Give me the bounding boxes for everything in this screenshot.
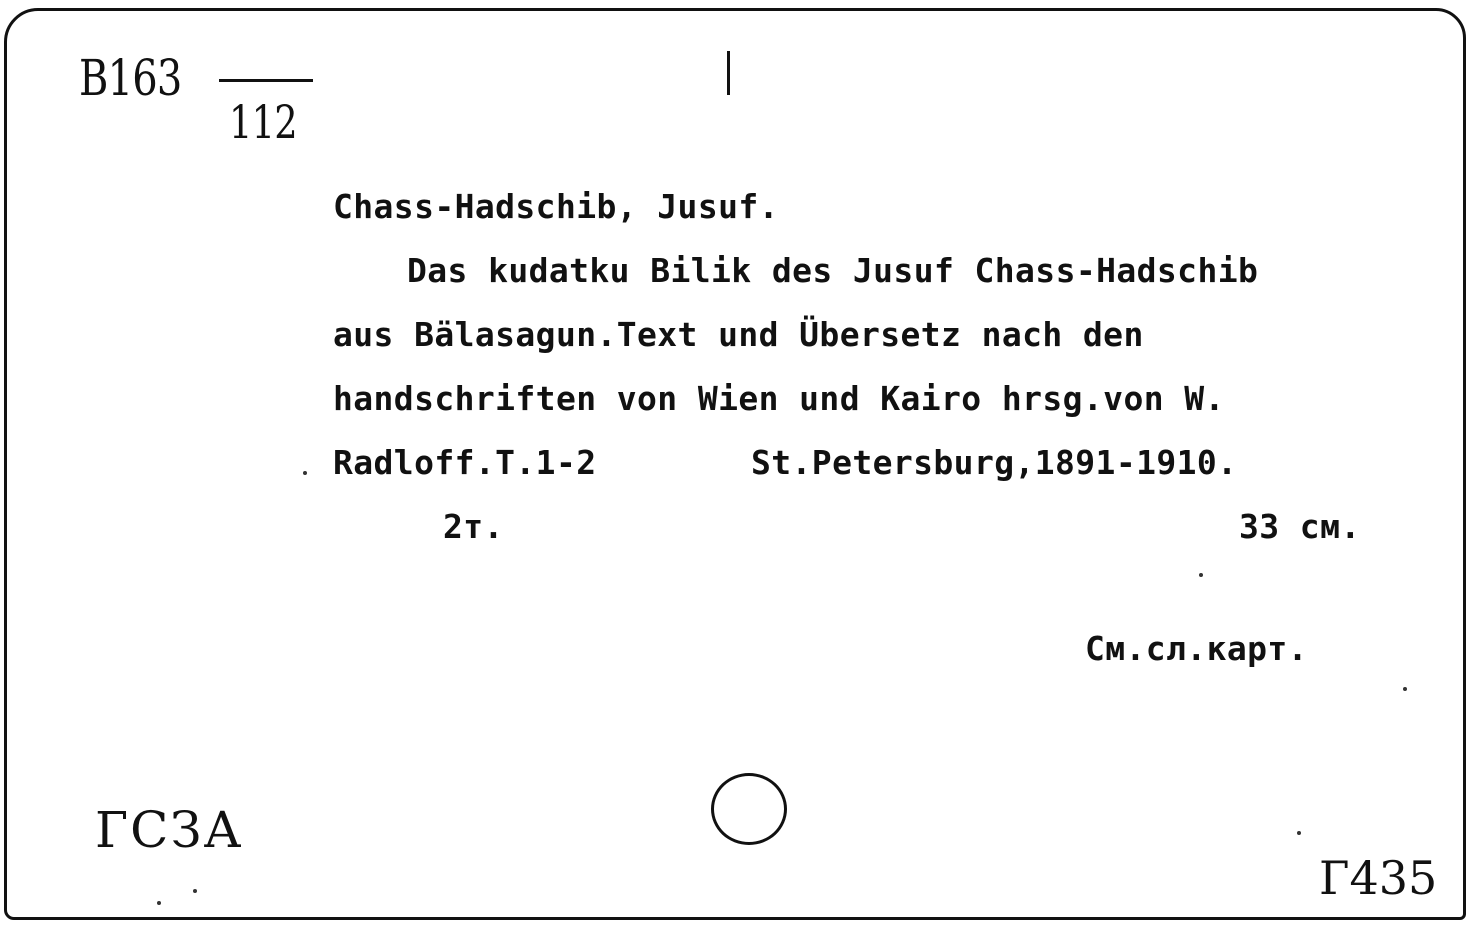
shelf-mark-numerator: B163 [79, 49, 182, 107]
shelf-mark-denominator: 112 [229, 95, 297, 149]
imprint-place-date: St.Petersburg,1891-1910. [751, 443, 1238, 482]
volume-count: 2т. [443, 507, 504, 546]
description-line-2: aus Bälasagun.Text und Übersetz nach den [333, 315, 1144, 354]
shelf-mark-fraction-bar [219, 79, 313, 82]
dust-speck [193, 889, 197, 893]
punch-hole-icon [711, 773, 787, 845]
size-cm: 33 см. [1239, 507, 1361, 546]
dust-speck [1403, 687, 1407, 691]
author-heading: Chass-Hadschib, Jusuf. [333, 187, 779, 226]
dust-speck [1199, 573, 1203, 577]
pencil-tick-mark [727, 51, 730, 95]
description-line-4-editor: Radloff.T.1-2 [333, 443, 597, 482]
see-also-note: См.сл.карт. [1085, 629, 1308, 668]
dust-speck [303, 471, 307, 475]
description-line-1: Das kudatku Bilik des Jusuf Chass-Hadschib [407, 251, 1259, 290]
dust-speck [157, 901, 161, 905]
stamp-left: ГСЗА [95, 801, 244, 859]
stamp-right: Г435 [1319, 851, 1438, 905]
dust-speck [1297, 831, 1301, 835]
catalog-card [4, 8, 1466, 920]
description-line-3: handschriften von Wien und Kairo hrsg.von W. [333, 379, 1225, 418]
